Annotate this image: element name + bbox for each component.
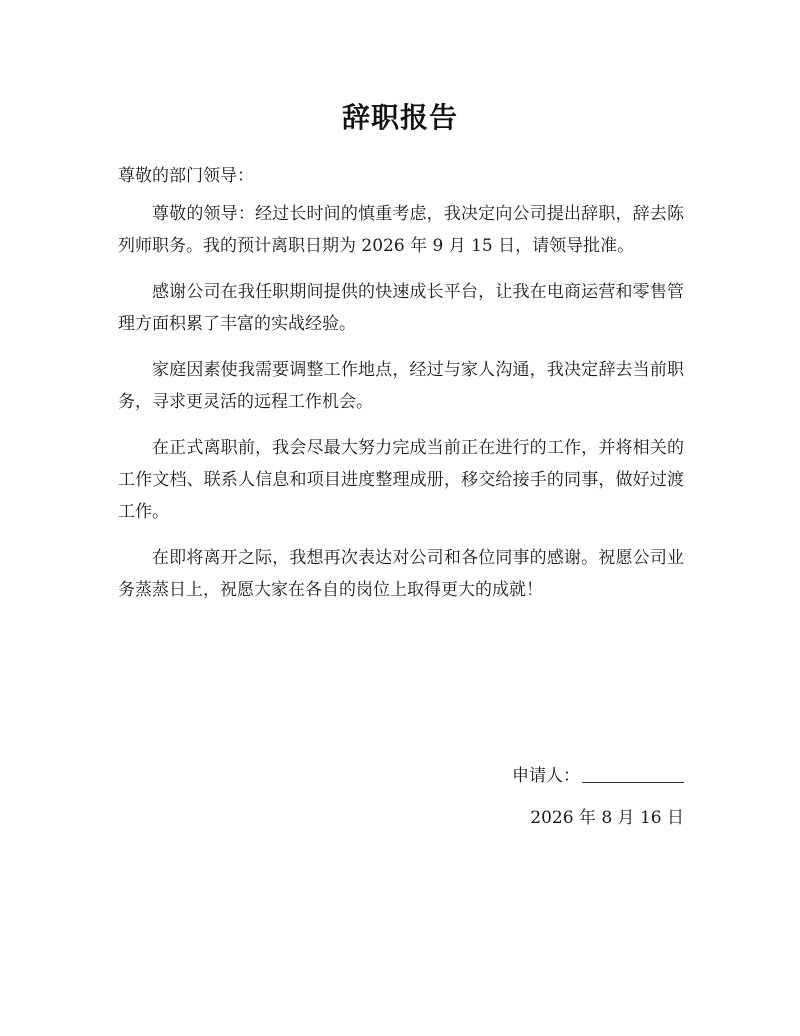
signature-line bbox=[512, 760, 684, 792]
letter-date: 2026 年 8 月 16 日 bbox=[530, 808, 684, 828]
paragraph-4: 在正式离职前，我会尽最大努力完成当前正在进行的工作，并将相关的工作文档、联系人信息和项目进度整理成册，移交给接手的同事，做好过渡工作。 bbox=[118, 438, 684, 522]
signature-label: 申请人： bbox=[512, 766, 580, 786]
letter-body bbox=[118, 160, 684, 620]
paragraph-1: 尊敬的领导：经过长时间的慎重考虑，我决定向公司提出辞职，辞去陈列师职务。我的预计离职日期为 2026 年 9 月 15 日，请领导批准。 bbox=[118, 204, 684, 256]
signature-blank bbox=[582, 762, 684, 783]
paragraph-5: 在即将离开之际，我想再次表达对公司和各位同事的感谢。祝愿公司业务蒸蒸日上，祝愿大家在各自的岗位上取得更大的成就！ bbox=[118, 548, 684, 600]
document-title: 辞职报告 bbox=[341, 101, 458, 134]
salutation: 尊敬的部门领导： bbox=[118, 166, 254, 186]
signature-block bbox=[512, 760, 684, 834]
paragraph-3: 家庭因素使我需要调整工作地点，经过与家人沟通，我决定辞去当前职务，寻求更灵活的远程工作机会。 bbox=[118, 360, 684, 412]
paragraph-2: 感谢公司在我任职期间提供的快速成长平台，让我在电商运营和零售管理方面积累了丰富的实战经验。 bbox=[118, 282, 684, 334]
